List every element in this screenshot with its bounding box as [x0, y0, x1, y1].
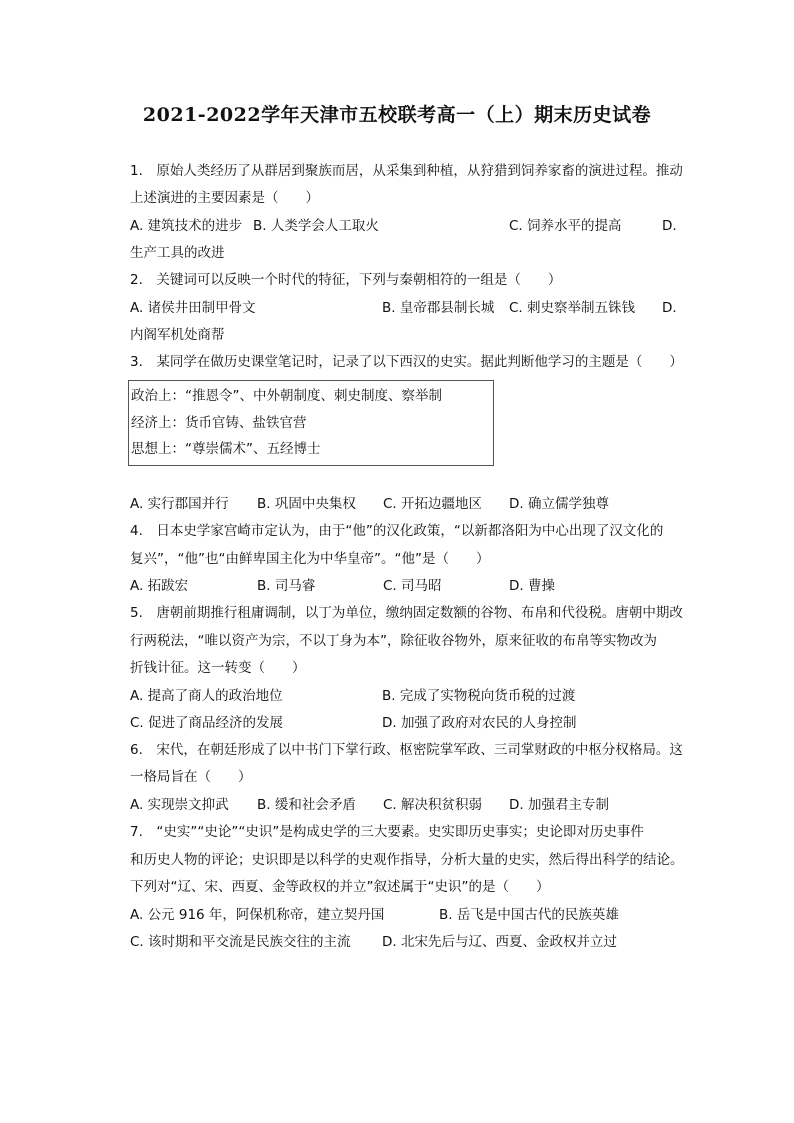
exam-title: 2021-2022学年天津市五校联考高一（上）期末历史试卷 [142, 104, 652, 126]
question-stem: 5. 唐朝前期推行租庸调制，以丁为单位，缴纳固定数额的谷物、布帛和代役税。唐朝中期改 [130, 605, 683, 621]
question-stem: 行两税法，“唯以资产为宗，不以丁身为本”，除征收谷物外，原来征收的布帛等实物改为 [130, 633, 657, 649]
option-a: A. 实现崇文抑武 [130, 797, 229, 813]
option-c: C. 刺史察举制五铢钱 [509, 300, 636, 316]
option-d: D. 北宋先后与辽、西夏、金政权并立过 [382, 934, 617, 950]
question-stem: 7. “史实”“史论”“史识”是构成史学的三大要素。史实即历史事实；史论即对历史事件 [130, 824, 644, 840]
question-stem: 上述演进的主要因素是（ ） [130, 190, 319, 206]
option-a: A. 提高了商人的政治地位 [130, 688, 283, 704]
option-d-label: D. [662, 218, 677, 234]
option-d: D. 曹操 [509, 578, 555, 594]
note-line-politics: 政治上：“推恩令”、中外朝制度、刺史制度、察举制 [131, 388, 442, 404]
option-b: B. 缓和社会矛盾 [257, 797, 356, 813]
option-a: A. 公元 916 年，阿保机称帝，建立契丹国 [130, 907, 385, 923]
option-b: B. 完成了实物税向货币税的过渡 [382, 688, 576, 704]
option-a: A. 建筑技术的进步 [130, 218, 243, 234]
option-b: B. 皇帝郡县制长城 [382, 300, 495, 316]
option-a: A. 诸侯井田制甲骨文 [130, 300, 256, 316]
note-line-thought: 思想上：“尊崇儒术”、五经博士 [131, 441, 321, 457]
question-stem: 折钱计征。这一转变（ ） [130, 660, 306, 676]
question-stem: 4. 日本史学家宫崎市定认为，由于“他”的汉化政策，“以新都洛阳为中心出现了汉文化的 [130, 523, 664, 539]
question-stem: 6. 宋代，在朝廷形成了以中书门下掌行政、枢密院掌军政、三司掌财政的中枢分权格局。这 [130, 742, 683, 758]
option-c: C. 饲养水平的提高 [509, 218, 622, 234]
option-b: B. 人类学会人工取火 [253, 218, 379, 234]
option-d: D. 加强了政府对农民的人身控制 [382, 715, 577, 731]
option-c: C. 解决积贫积弱 [383, 797, 483, 813]
option-d-text: 内阁军机处商帮 [130, 327, 225, 343]
option-c: C. 促进了商品经济的发展 [130, 715, 284, 731]
question-stem: 和历史人物的评论；史识即是以科学的史观作指导，分析大量的史实，然后得出科学的结论。 [130, 852, 684, 868]
option-c: C. 该时期和平交流是民族交往的主流 [130, 934, 351, 950]
option-a: A. 实行郡国并行 [130, 496, 229, 512]
question-stem: 2. 关键词可以反映一个时代的特征，下列与秦朝相符的一组是（ ） [130, 272, 562, 288]
option-d: D. 加强君主专制 [509, 797, 609, 813]
option-c: C. 司马昭 [383, 578, 442, 594]
option-b: B. 司马睿 [257, 578, 316, 594]
option-b: B. 岳飞是中国古代的民族英雄 [439, 907, 619, 923]
option-b: B. 巩固中央集权 [257, 496, 356, 512]
option-a: A. 拓跋宏 [130, 578, 189, 594]
option-d-text: 生产工具的改进 [130, 245, 225, 261]
question-stem: 1. 原始人类经历了从群居到聚族而居，从采集到种植，从狩猎到饲养家畜的演进过程。推动 [130, 163, 683, 179]
notes-box [128, 380, 494, 466]
option-d: D. 确立儒学独尊 [509, 496, 609, 512]
option-c: C. 开拓边疆地区 [383, 496, 483, 512]
question-stem: 复兴”，“他”也“由鲜卑国主化为中华皇帝”。“他”是（ ） [130, 551, 490, 567]
question-stem: 一格局旨在（ ） [130, 769, 252, 785]
option-d-label: D. [662, 300, 677, 316]
question-stem: 下列对“辽、宋、西夏、金等政权的并立”叙述属于“史识”的是（ ） [130, 879, 550, 895]
note-line-economy: 经济上：货币官铸、盐铁官营 [131, 415, 307, 431]
question-stem: 3. 某同学在做历史课堂笔记时，记录了以下西汉的史实。据此判断他学习的主题是（ ） [130, 354, 683, 370]
